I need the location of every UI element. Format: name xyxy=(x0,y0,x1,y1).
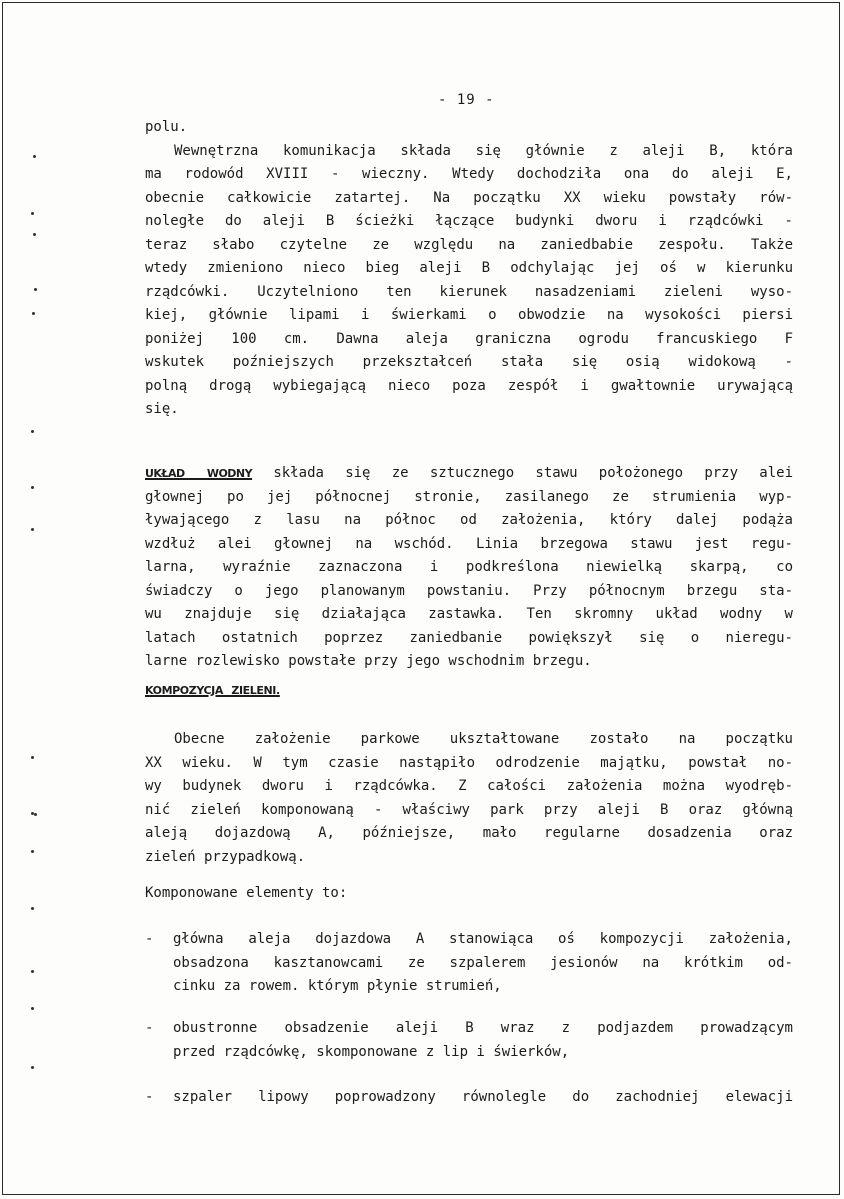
text-line: ływającego z lasu na północ od założenia, który dalej podąża xyxy=(145,512,793,528)
list-item-content xyxy=(173,1086,793,1110)
text-line: teraz słabo czytelne ze względu na zaniedbabie zespołu. Także xyxy=(145,236,793,253)
text-line: zieleń przypadkową. xyxy=(145,848,306,865)
scan-speck xyxy=(31,528,34,531)
text-line: wskutek poźniejszych przekształceń stała się osią widokową - xyxy=(145,354,793,370)
text-line: latach ostatnich poprzez zaniedbanie powiększył się o nieregu- xyxy=(145,629,793,646)
elements-intro xyxy=(145,882,793,906)
scan-speck xyxy=(31,486,34,489)
scan-speck xyxy=(31,970,34,973)
text-line: poniżej 100 cm. Dawna aleja graniczna ogrodu francuskiego F xyxy=(145,330,793,347)
scan-speck xyxy=(31,212,34,215)
text-line: wu znajduje się działająca zastawka. Ten skromny układ wodny w xyxy=(145,606,793,622)
text-fragment: składa się ze sztucznego stawu położonego przy alei xyxy=(273,465,793,481)
text-line: rządcówki. Uczytelniono ten kierunek nasadzeniami zieleni wyso- xyxy=(145,283,793,300)
list-dash: - xyxy=(145,1020,154,1036)
text-line: obsadzona kasztanowcami ze szpalerem jesionów na krótkim od- xyxy=(173,954,793,971)
text-line: XX wieku. W tym czasie nastąpiło odrodzenie majątku, powstał no- xyxy=(145,754,793,771)
scan-speck xyxy=(31,1007,34,1010)
text-line: cinku za rowem. którym płynie strumień, xyxy=(173,978,502,994)
text-line: się. xyxy=(145,401,179,417)
scan-speck xyxy=(31,850,34,853)
text-line: kiej, głównie lipami i świerkami o obwodzie na wysokości piersi xyxy=(145,307,793,323)
text-line: obustronne obsadzenie aleji B wraz z podjazdem prowadzącym xyxy=(173,1020,793,1036)
text-line: świadczy o jego planowanym powstaniu. Przy północnym brzegu sta- xyxy=(145,582,793,599)
uklad-wodny-heading: UKŁAD WODNY xyxy=(145,467,253,480)
paragraph-greenery xyxy=(145,728,793,869)
text-line: przed rządcówkę, skomponowane z lip i świerków, xyxy=(173,1043,570,1060)
scan-speck xyxy=(31,1066,34,1069)
scan-speck xyxy=(32,312,35,315)
list-item-content xyxy=(173,1017,793,1064)
scan-speck xyxy=(31,907,34,910)
text-line: szpaler lipowy poprowadzony równolegle do zachodniej elewacji xyxy=(173,1089,793,1105)
scan-speck xyxy=(34,288,37,291)
text-line: Komponowane elementy to: xyxy=(145,885,348,901)
text-line: nić zieleń komponowaną - właściwy park przy aleji B oraz główną xyxy=(145,801,793,818)
text-line: głownej po jej północnej stronie, zasilanego ze strumienia wyp- xyxy=(145,488,793,505)
text-line: Wewnętrzna komunikacja składa się głównie z aleji B, która xyxy=(174,142,793,159)
list-dash: - xyxy=(145,1089,154,1105)
text-line: aleją dojazdową A, późniejsze, mało regularne dosadzenia oraz xyxy=(145,825,793,841)
text-line: wzdłuż alei głownej na wschód. Linia brzegowa stawu jest regu- xyxy=(145,535,793,552)
text-line: obecnie całkowicie zatartej. Na początku XX wieku powstały rów- xyxy=(145,189,793,206)
page-number: - 19 - xyxy=(438,92,495,108)
scan-speck xyxy=(31,756,34,759)
text-line: larna, wyraźnie zaznaczona i podkreślona niewielką skarpą, co xyxy=(145,559,793,575)
text-line: główna aleja dojazdowa A stanowiąca oś kompozycji założenia, xyxy=(173,931,793,947)
text-line: wtedy zmieniono nieco bieg aleji B odchylając jej oś w kierunku xyxy=(145,260,793,276)
scan-speck xyxy=(34,813,37,816)
text-line: wy budynek dworu i rządcówka. Z całości założenia można wyodręb- xyxy=(145,778,793,794)
paragraph-water-system xyxy=(145,462,793,674)
text-line: Obecne założenie parkowe ukształtowane zostało na początku xyxy=(174,731,793,747)
scan-speck xyxy=(33,155,36,158)
kompozycja-zieleni-heading: KOMPOZYCJA ZIELENI. xyxy=(145,684,280,697)
text-line: polną drogą wybiegającą nieco poza zespół i gwałtownie urywającą xyxy=(145,377,793,394)
list-item-content xyxy=(173,928,793,999)
paragraph-communication xyxy=(145,116,793,422)
scan-speck xyxy=(33,233,36,236)
text-line xyxy=(145,462,793,486)
text-line: noległe do aleji B ścieżki łączące budynki dworu i rządcówki - xyxy=(145,213,793,229)
scan-speck xyxy=(31,430,34,433)
text-line: ma rodowód XVIII - wieczny. Wtedy dochodziła ona do aleji E, xyxy=(145,166,793,182)
text-line: polu. xyxy=(145,119,188,135)
text-line: larne rozlewisko powstałe przy jego wschodnim brzegu. xyxy=(145,653,592,669)
list-dash: - xyxy=(145,931,154,947)
